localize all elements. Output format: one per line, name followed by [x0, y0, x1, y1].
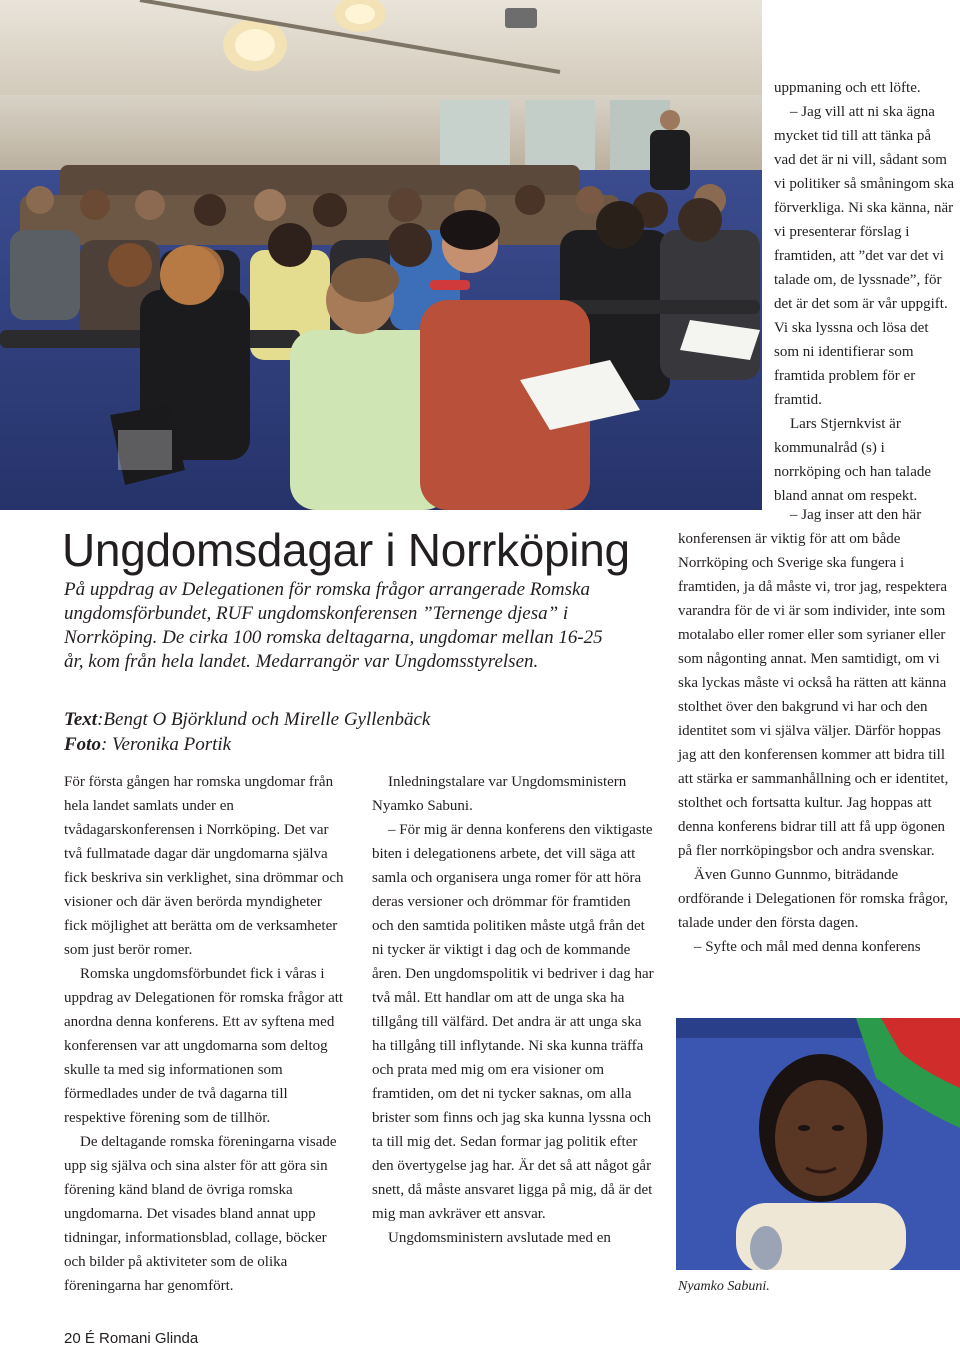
right-column-top: [774, 76, 954, 508]
paragraph: – Jag vill att ni ska ägna mycket tid till att tänka på vad det är ni vill, sådant som vi politiker så småningom ska förverkliga. Ni ska känna, när vi presenterar förslag i framtiden, att ”det var det vi talade om, de lyssnade”, för det är det som är vår uppgift. Vi ska lyssna och lösa det som ni identifierar som framtida problem för er framtid.: [774, 104, 954, 408]
article-title: Ungdomsdagar i Norrköping: [62, 524, 630, 576]
credit-value: :Bengt O Björklund och Mirelle Gyllenbäck: [97, 709, 431, 730]
text-credit: [64, 708, 624, 732]
paragraph: De deltagande romska föreningarna visade upp sig själva och sina alster för att göra sin förening känd bland de övriga romska ungdomarna. Det visades bland annat upp tidningar, informationsblad, collage, böcker och bilder på aktiviteter som de olika föreningarna har genomfört.: [64, 1134, 337, 1294]
paragraph: Romska ungdomsförbundet fick i våras i uppdrag av Delegationen för romska frågor att anordna denna konferens. Ett av syftena med konferensen var att ungdomarna som deltog skulle ta med sig informationen som förmedlades under de två dagarna till respektive förening som de tillhör.: [64, 966, 344, 1126]
page-footer: 20 É Romani Glinda: [64, 1330, 199, 1347]
body-column-1: [64, 770, 346, 1298]
conference-photo: [0, 0, 762, 510]
photo-credit: [64, 733, 624, 757]
right-column-bottom: [678, 503, 954, 959]
paragraph: uppmaning och ett löfte.: [774, 80, 921, 96]
credit-label: Foto: [64, 734, 101, 755]
paragraph: – För mig är denna konferens den viktigaste biten i delegationens arbete, det vill säga att samla och organisera unga romer för att höra deras versioner och drömmar för framtiden och den samtida politiken måste utgå från det ni tycker är viktigt i dag och de kommande åren. Den ungdomspolitik vi bedriver i dag har två mål. Ett handlar om att de unga ska ha tillgång till välfärd. Det andra är att unga ska ha tillgång till inflytande. Ni ska kunna träffa och prata med mig om era visioner om framtiden, om det ni tycker saknas, om alla brister som finns och jag ska kunna lyssna och ta till mig det. Sedan formar jag politik efter den övertygelse jag har. Är det så att något går snett, då måste ansvaret ligga på mig, då är det mig man avkräver ett ansvar.: [372, 822, 654, 1222]
paragraph: – Syfte och mål med denna konferens: [694, 939, 921, 955]
article-lead: På uppdrag av Delegationen för romska frågor arrangerade Romska ungdomsförbundet, RUF ungdomskonferensen ”Ternenge djesa” i Norrköping. De cirka 100 romska deltagarna, ungdomar mellan 16-25 år, kom från hela landet. Medarrangör var Ungdomsstyrelsen.: [64, 579, 603, 672]
paragraph: – Jag inser att den här konferensen är viktig för att om både Norrköping och Sverige ska fungera i framtiden, ja då måste vi, tror jag, respektera varandra för de vi är som individer, inte som motalabo eller romer eller som syrianer eller som någonting annat. Men samtidigt, om vi ska lyckas måste vi också ha rätten att känna stolthet över den bakgrund vi har och den identitet som vi själva väljer. Därför hoppas jag att den konferensen kommer att bidra till att stärka er sammanhållning och er identitet, stolthet och fortsatta kultur. Jag hoppas att denna konferens bidrar till att få upp ögonen på fler norrköpingsbor och andra svenskar.: [678, 507, 949, 859]
paragraph: För första gången har romska ungdomar från hela landet samlats under en tvådagarskonferensen i Norrköping. Det var två fullmatade dagar där ungdomarna själva fick beskriva sin verklighet, sina drömmar och visioner och där även berörda myndigheter fick möjlighet att berätta om de verksamheter som just berör romer.: [64, 774, 344, 958]
paragraph: Inledningstalare var Ungdomsministern Nyamko Sabuni.: [372, 774, 627, 814]
credit-value: : Veronika Portik: [100, 734, 232, 755]
paragraph: Ungdomsministern avslutade med en: [388, 1230, 611, 1246]
paragraph: Lars Stjernkvist är kommunalråd (s) i norrköping och han talade bland annat om respekt.: [774, 416, 932, 504]
portrait-photo: [676, 1018, 960, 1270]
photo-caption: Nyamko Sabuni.: [678, 1279, 770, 1294]
paragraph: Även Gunno Gunnmo, biträdande ordförande i Delegationen för romska frågor, talade under den första dagen.: [678, 867, 949, 931]
credit-label: Text: [64, 709, 98, 730]
body-column-2: [372, 770, 654, 1250]
